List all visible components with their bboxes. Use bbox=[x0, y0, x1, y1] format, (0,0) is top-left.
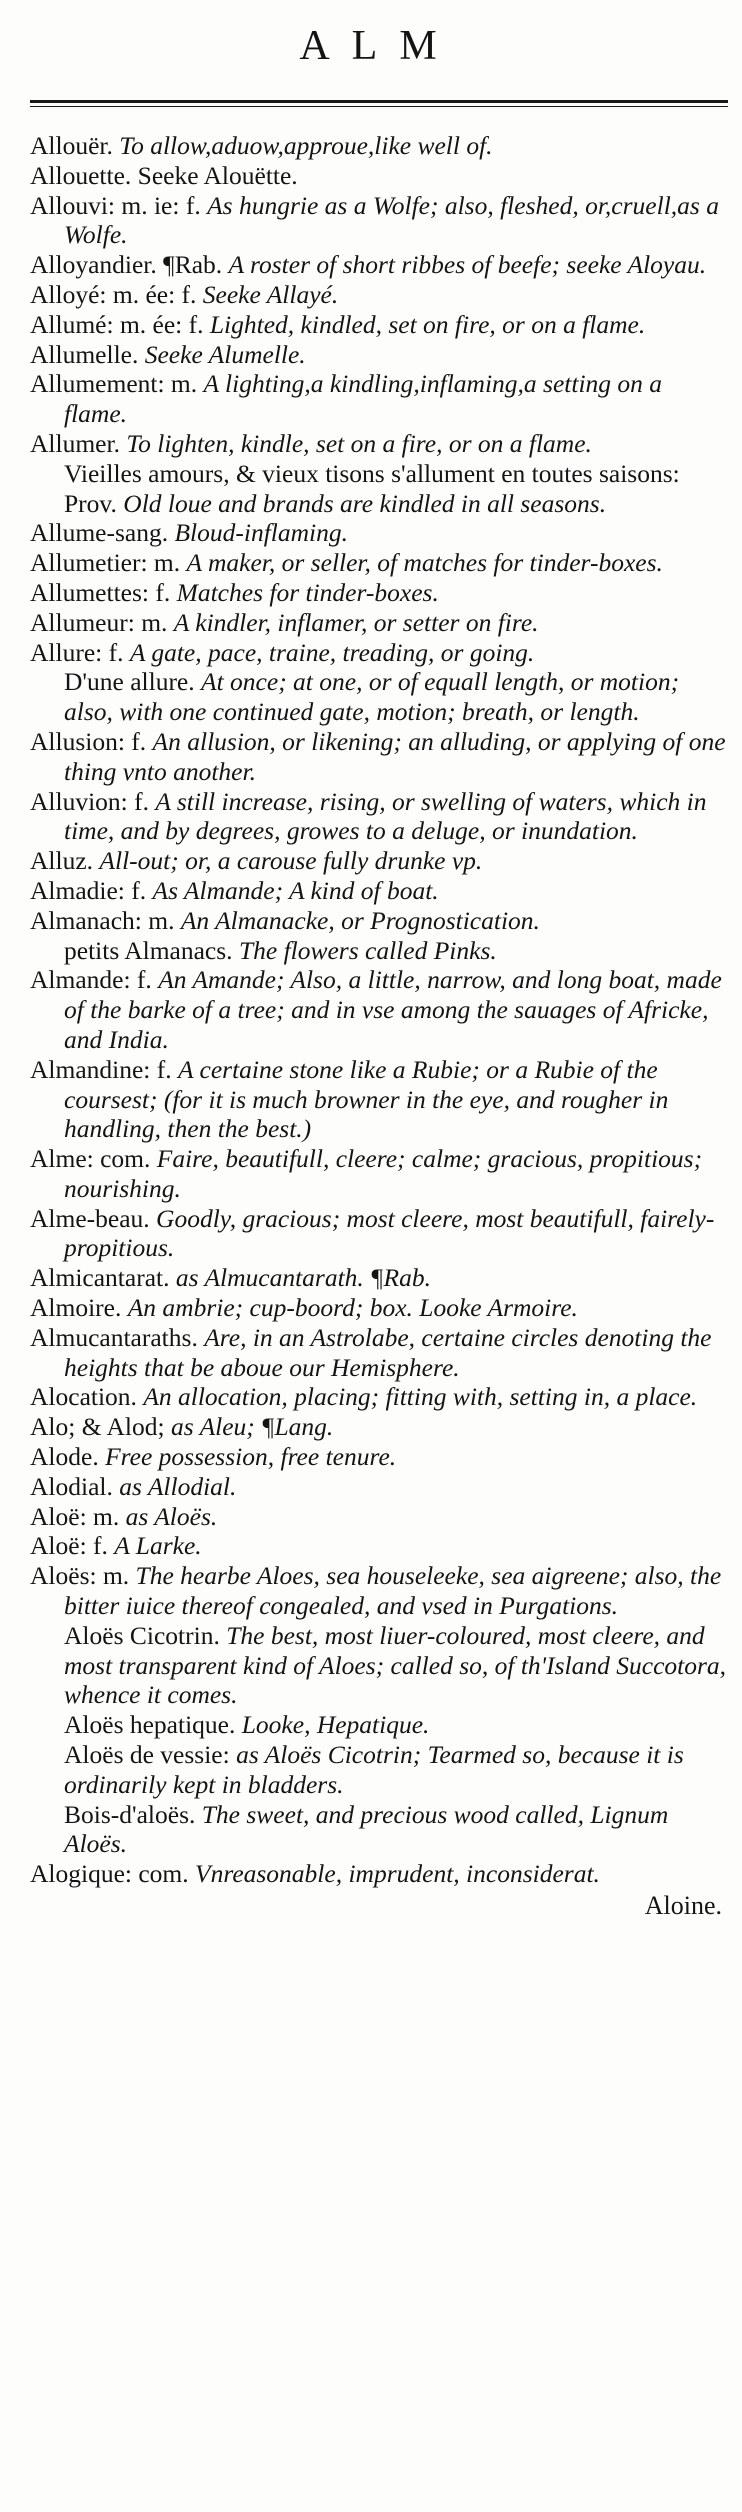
dictionary-entry bbox=[30, 191, 728, 251]
gloss: All-out; or, a carouse fully drunke vp. bbox=[99, 846, 483, 876]
headword: Almucantaraths. bbox=[30, 1322, 198, 1352]
dictionary-entry bbox=[30, 429, 728, 459]
sub-entry bbox=[30, 936, 728, 966]
dictionary-entry bbox=[30, 548, 728, 578]
gloss: A certaine stone like a Rubie; or a Rubie of the coursest; (for it is much browner in the eye, and rougher in handling, then the best.) bbox=[64, 1054, 669, 1144]
gloss: Faire, beautifull, cleere; calme; gracious, propitious; nourishing. bbox=[64, 1144, 703, 1203]
gloss: as Aleu; ¶Lang. bbox=[170, 1412, 334, 1442]
headword: Aloës de vessie: bbox=[64, 1740, 230, 1770]
headword: Allumer. bbox=[30, 428, 120, 458]
sub-entry bbox=[30, 1800, 728, 1860]
gloss: An Almanacke, or Prognostication. bbox=[180, 905, 540, 935]
gloss: as Aloës Cicotrin; Tearmed so, because it is ordinarily kept in bladders. bbox=[64, 1740, 684, 1799]
gloss: A roster of short ribbes of beefe; seeke Aloyau. bbox=[228, 250, 707, 280]
dictionary-entry bbox=[30, 340, 728, 370]
gloss: An ambrie; cup-boord; box. Looke Armoire. bbox=[127, 1293, 578, 1323]
headword: Aloës hepatique. bbox=[64, 1710, 236, 1740]
dictionary-entry bbox=[30, 250, 728, 280]
headword: Alodial. bbox=[30, 1471, 113, 1501]
dictionary-entry bbox=[30, 1263, 728, 1293]
headword: Alme-beau. bbox=[30, 1203, 150, 1233]
gloss: Are, in an Astrolabe, certaine circles denoting the heights that be aboue our Hemisphere. bbox=[64, 1322, 712, 1382]
dictionary-entry bbox=[30, 1412, 728, 1442]
gloss: as Aloës. bbox=[125, 1501, 218, 1531]
gloss: Bloud-inflaming. bbox=[174, 518, 349, 548]
dictionary-entry bbox=[30, 906, 728, 936]
headword: Bois-d'aloës. bbox=[64, 1799, 196, 1829]
gloss: A still increase, rising, or swelling of waters, which in time, and by degrees, growes to a deluge, or inundation. bbox=[64, 786, 707, 846]
headword: Allume-sang. bbox=[30, 518, 169, 548]
dictionary-entry bbox=[30, 161, 728, 191]
gloss: The flowers called Pinks. bbox=[238, 935, 497, 965]
headword: Aloës: m. bbox=[30, 1561, 130, 1591]
headword: Almanach: m. bbox=[30, 905, 175, 935]
headword: Alocation. bbox=[30, 1382, 137, 1412]
gloss: Matches for tinder-boxes. bbox=[176, 577, 439, 607]
dictionary-entry bbox=[30, 876, 728, 906]
gloss: As Almande; A kind of boat. bbox=[152, 875, 439, 905]
dictionary-entry bbox=[30, 131, 728, 161]
gloss: The sweet, and precious wood called, Lignum Aloës. bbox=[64, 1799, 669, 1859]
dictionary-entry bbox=[30, 1055, 728, 1144]
dictionary-entry bbox=[30, 1293, 728, 1323]
dictionary-entry bbox=[30, 638, 728, 668]
headword: Alloyé: m. ée: f. bbox=[30, 279, 197, 309]
headword: Vieilles amours, & vieux tisons s'allument en toutes saisons: Prov. bbox=[64, 458, 680, 518]
headword: Allumettes: f. bbox=[30, 577, 171, 607]
entry-list bbox=[30, 131, 728, 1889]
gloss: At once; at one, or of equall length, or motion; also, with one continued gate, motion; breath, or length. bbox=[64, 667, 680, 727]
dictionary-entry bbox=[30, 578, 728, 608]
headword: Alo; & Alod; bbox=[30, 1412, 165, 1442]
gloss: An Amande; Also, a little, narrow, and long boat, made of the barke of a tree; and in vse among the sauages of Africke, and India. bbox=[64, 965, 722, 1054]
headword: Allumeur: m. bbox=[30, 607, 168, 637]
headword: Aloës Cicotrin. bbox=[64, 1620, 220, 1650]
gloss: An allusion, or likening; an alluding, or applying of one thing vnto another. bbox=[64, 726, 726, 786]
headword: Almande: f. bbox=[30, 965, 152, 995]
gloss: as Almucantarath. ¶Rab. bbox=[175, 1263, 431, 1293]
dictionary-entry bbox=[30, 518, 728, 548]
headword: Alme: com. bbox=[30, 1144, 151, 1174]
gloss: as Allodial. bbox=[119, 1471, 237, 1501]
headword: Aloë: m. bbox=[30, 1501, 120, 1531]
dictionary-entry bbox=[30, 280, 728, 310]
gloss: Vnreasonable, imprudent, inconsiderat. bbox=[195, 1859, 600, 1889]
headword: petits Almanacs. bbox=[64, 935, 233, 965]
dictionary-entry bbox=[30, 1859, 728, 1889]
gloss: Lighted, kindled, set on fire, or on a flame. bbox=[209, 309, 646, 339]
headword: Allumé: m. ée: f. bbox=[30, 309, 204, 339]
dictionary-entry bbox=[30, 608, 728, 638]
gloss: Free possession, free tenure. bbox=[105, 1442, 397, 1472]
dictionary-entry bbox=[30, 1472, 728, 1502]
header-rule bbox=[30, 100, 728, 103]
dictionary-entry bbox=[30, 1144, 728, 1204]
headword: Allumement: m. bbox=[30, 369, 198, 399]
headword: Allouette. Seeke Alouëtte. bbox=[30, 160, 298, 190]
headword: Alode. bbox=[30, 1442, 99, 1472]
gloss: A kindler, inflamer, or setter on fire. bbox=[173, 607, 539, 637]
headword: Allusion: f. bbox=[30, 726, 147, 756]
headword: Alluvion: f. bbox=[30, 786, 149, 816]
sub-entry bbox=[30, 667, 728, 727]
gloss: The best, most liuer-coloured, most cleere, and most transparent kind of Aloes; called so, of th'Island Succotora, whence it comes. bbox=[64, 1620, 727, 1710]
gloss: Looke, Hepatique. bbox=[241, 1710, 430, 1740]
dictionary-entry bbox=[30, 1531, 728, 1561]
headword: Allumelle. bbox=[30, 339, 139, 369]
gloss: A maker, or seller, of matches for tinder-boxes. bbox=[186, 548, 663, 578]
dictionary-entry bbox=[30, 369, 728, 429]
gloss: Seeke Allayé. bbox=[202, 279, 339, 309]
headword: Almandine: f. bbox=[30, 1054, 172, 1084]
dictionary-entry bbox=[30, 1382, 728, 1412]
headword: Almicantarat. bbox=[30, 1263, 170, 1293]
header-rule-thin bbox=[30, 106, 728, 107]
headword: Almadie: f. bbox=[30, 875, 147, 905]
gloss: A Larke. bbox=[114, 1531, 202, 1561]
headword: Alluz. bbox=[30, 846, 94, 876]
gloss: The hearbe Aloes, sea houseleeke, sea aigreene; also, the bitter iuice thereof congealed, and vsed in Purgations. bbox=[64, 1561, 722, 1621]
headword: Aloë: f. bbox=[30, 1531, 108, 1561]
dictionary-entry bbox=[30, 1204, 728, 1264]
headword: Allure: f. bbox=[30, 637, 124, 667]
gloss: An allocation, placing; fitting with, setting in, a place. bbox=[143, 1382, 698, 1412]
headword: Alloyandier. ¶Rab. bbox=[30, 250, 223, 280]
dictionary-entry bbox=[30, 1442, 728, 1472]
gloss: A gate, pace, traine, treading, or going. bbox=[129, 637, 535, 667]
dictionary-entry bbox=[30, 1502, 728, 1532]
gloss: To lighten, kindle, set on a fire, or on a flame. bbox=[126, 428, 592, 458]
page-header: ALM bbox=[299, 23, 459, 69]
headword: Allouvi: m. ie: f. bbox=[30, 190, 201, 220]
sub-entry bbox=[30, 459, 728, 519]
gloss: Goodly, gracious; most cleere, most beautifull, fairely-propitious. bbox=[64, 1203, 715, 1263]
dictionary-entry bbox=[30, 787, 728, 847]
dictionary-entry bbox=[30, 1323, 728, 1383]
headword: Allouër. bbox=[30, 131, 113, 160]
gloss: Seeke Alumelle. bbox=[144, 339, 306, 369]
dictionary-entry bbox=[30, 1561, 728, 1621]
dictionary-entry bbox=[30, 965, 728, 1054]
gloss: As hungrie as a Wolfe; also, fleshed, or,cruell,as a Wolfe. bbox=[64, 190, 719, 250]
sub-entry bbox=[30, 1710, 728, 1740]
headword: Alogique: com. bbox=[30, 1859, 189, 1889]
gloss: To allow,aduow,approue,like well of. bbox=[119, 131, 493, 160]
catchword: Aloine. bbox=[644, 1891, 722, 1921]
sub-entry bbox=[30, 1740, 728, 1800]
headword: D'une allure. bbox=[64, 667, 195, 697]
headword: Almoire. bbox=[30, 1293, 122, 1323]
dictionary-entry bbox=[30, 310, 728, 340]
gloss: A lighting,a kindling,inflaming,a setting on a flame. bbox=[64, 369, 663, 429]
gloss: Old loue and brands are kindled in all seasons. bbox=[123, 488, 607, 518]
dictionary-entry bbox=[30, 727, 728, 787]
headword: Allumetier: m. bbox=[30, 548, 181, 578]
dictionary-entry bbox=[30, 846, 728, 876]
sub-entry bbox=[30, 1621, 728, 1710]
